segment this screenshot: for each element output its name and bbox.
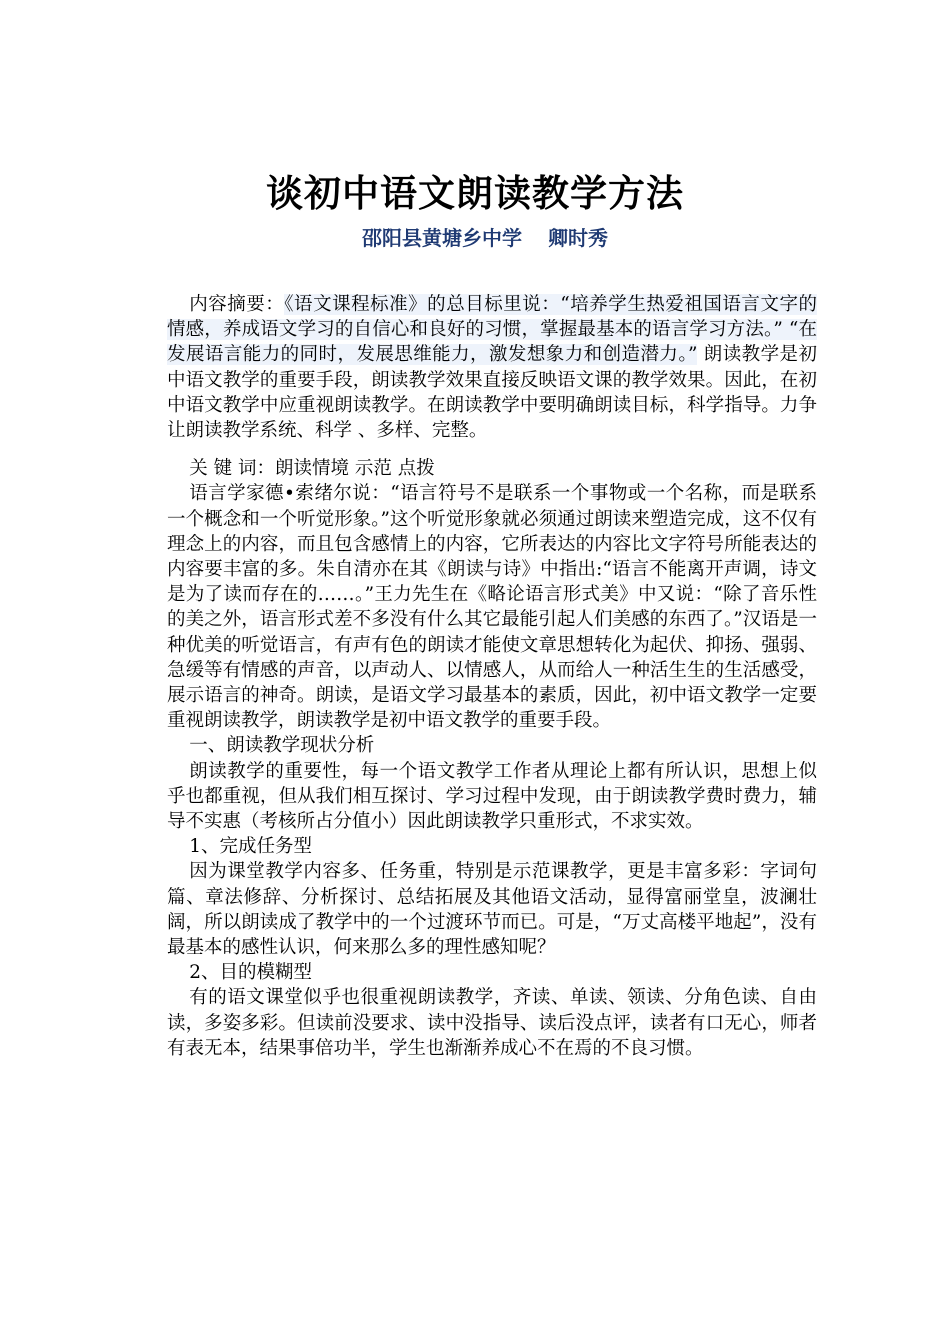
abstract-label: 内容摘要： bbox=[189, 294, 285, 315]
body-paragraph-goal: 有的语文课堂似乎也很重视朗读教学，齐读、单读、领读、分角色读、自由读，多姿多彩。但读前没要求、读中没指导、读后没点评，读者有口无心，师者有表无本，结果事倍功半，学生也渐渐养成心不在焉的不良习惯。 bbox=[167, 987, 817, 1059]
subsection-heading-2: 2、目的模糊型 bbox=[189, 962, 312, 984]
author-line bbox=[0, 222, 950, 251]
subsection-heading-1: 1、完成任务型 bbox=[189, 836, 312, 858]
abstract-highlight: 《语文课程标准》的总目标里说：“培养学生热爱祖国语言文字的情感，养成语文学习的自信心和良好的习惯，掌握最基本的语言学习方法。” “在发展语言能力的同时，发展思维能力，激发想象力和创造潜力。” bbox=[167, 294, 817, 366]
section-heading-1: 一、朗读教学现状分析 bbox=[189, 735, 375, 757]
body-paragraph-intro: 语言学家德•索绪尔说：“语言符号不是联系一个事物或一个名称，而是联系一个概念和一个听觉形象。”这个听觉形象就必须通过朗读来塑造完成，这不仅有理念上的内容，而且包含感情上的内容，它所表达的内容比文字符号所能表达的内容要丰富的多。朱自清亦在其《朗读与诗》中指出:“语言不能离开声调，诗文是为了读而存在的……。”王力先生在《略论语言形式美》中又说：“除了音乐性的美之外，语言形式差不多没有什么其它最能引起人们美感的东西了。”汉语是一种优美的听觉语言，有声有色的朗读才能使文章思想转化为起伏、抑扬、强弱、急缓等有情感的声音，以声动人、以情感人，从而给人一种活生生的生活感受，展示语言的神奇。朗读，是语文学习最基本的素质，因此，初中语文教学一定要重视朗读教学，朗读教学是初中语文教学的重要手段。 bbox=[167, 483, 817, 732]
abstract-rest: 朗读教学是初中语文教学的重要手段，朗读教学效果直接反映语文课的教学效果。因此，在初中语文教学中应重视朗读教学。在朗读教学中要明确朗读目标，科学指导。力争让朗读教学系统、科学 、多样、完整。 bbox=[167, 344, 817, 442]
abstract-paragraph bbox=[167, 292, 817, 443]
document-body bbox=[167, 292, 817, 1061]
keywords-line: 关 键 词：朗读情境 示范 点拨 bbox=[189, 458, 435, 480]
body-paragraph-task: 因为课堂教学内容多、任务重，特别是示范课教学，更是丰富多彩：字词句篇、章法修辞、分析探讨、总结拓展及其他语文活动，显得富丽堂皇，波澜壮阔，所以朗读成了教学中的一个过渡环节而已。可是，“万丈高楼平地起”，没有最基本的感性认识，何来那么多的理性感知呢？ bbox=[167, 861, 817, 959]
author-name: 卿时秀 bbox=[548, 226, 608, 250]
document-title: 谈初中语文朗读教学方法 bbox=[266, 171, 684, 215]
author-school: 邵阳县黄塘乡中学 bbox=[362, 226, 522, 250]
body-paragraph-status: 朗读教学的重要性，每一个语文教学工作者从理论上都有所认识，思想上似乎也都重视，但从我们相互探讨、学习过程中发现，由于朗读教学费时费力，辅导不实惠（考核所占分值小）因此朗读教学只重形式，不求实效。 bbox=[167, 760, 817, 833]
